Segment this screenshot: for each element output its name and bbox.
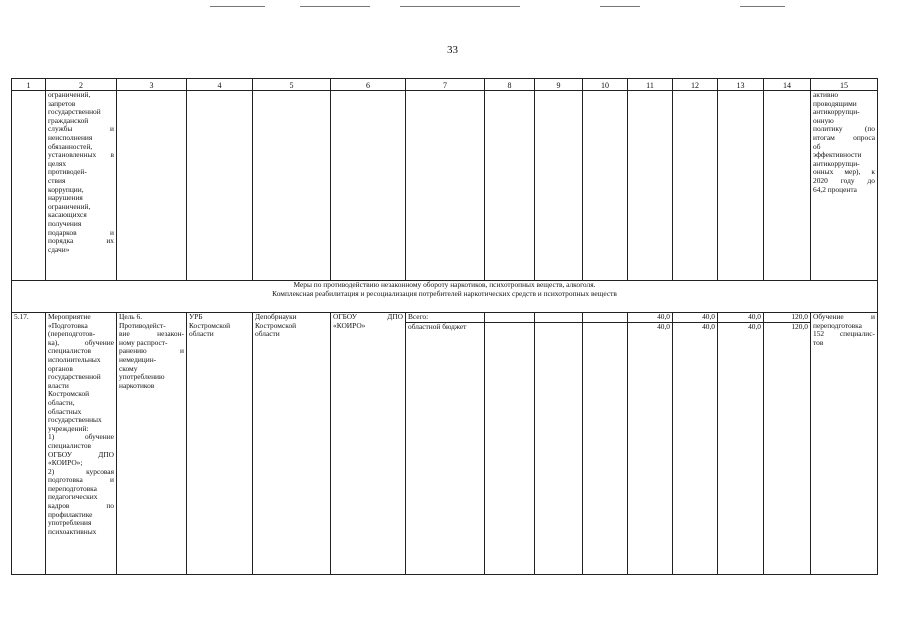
col-header: 11 — [628, 79, 673, 91]
cell — [117, 91, 187, 281]
text-line: нарушения — [48, 193, 83, 203]
text-line: итогам опроса — [813, 132, 875, 142]
section-row — [12, 281, 878, 313]
text-line: онную — [813, 115, 834, 125]
text-line: государственной — [48, 372, 101, 382]
text-line: кадров по — [48, 501, 114, 511]
col-header: 1 — [12, 79, 46, 91]
scan-mark — [300, 6, 370, 7]
text-line: учреждений: — [48, 423, 89, 433]
funding-total-label: Всего: — [406, 313, 485, 323]
cell — [583, 91, 628, 281]
text-line: «Подготовка — [48, 320, 88, 330]
event-description — [46, 313, 117, 575]
row-number: 5.17. — [12, 313, 46, 575]
text-line: области, — [48, 397, 75, 407]
text-line: Костромской — [48, 389, 90, 399]
col-header: 14 — [764, 79, 811, 91]
text-line: ствия — [48, 175, 66, 185]
row-5-17-total — [12, 313, 878, 323]
text-line: Костромской — [255, 320, 297, 330]
text-line: 2020 году до — [813, 175, 875, 185]
col-header: 10 — [583, 79, 628, 91]
text-line: УРБ — [189, 312, 203, 321]
section-title — [12, 281, 878, 313]
text-line: тов — [813, 337, 824, 347]
scan-mark — [400, 6, 520, 7]
text-line: коррупции, — [48, 184, 84, 194]
text-line: получения — [48, 218, 82, 228]
cell — [628, 91, 673, 281]
text-line: онных мер), к — [813, 167, 875, 177]
text-line: Костромской — [189, 320, 231, 330]
text-line: сдачи» — [48, 244, 70, 254]
program-table — [11, 78, 878, 575]
text-line: политику (по — [813, 124, 875, 134]
text-line: государственной — [48, 107, 101, 117]
col-header: 6 — [331, 79, 406, 91]
text-line: 64,2 процента — [813, 184, 857, 194]
cell — [12, 91, 46, 281]
budget-value: 40,0 — [628, 322, 673, 574]
text-line: скому — [119, 363, 138, 373]
text-line: ограничений, — [48, 201, 91, 211]
text-line: порядка их — [48, 236, 114, 246]
text-line: антикоррупци- — [813, 107, 860, 117]
text-line: психоактивных — [48, 526, 97, 536]
responsible-cell — [253, 313, 331, 575]
budget-value: 40,0 — [673, 322, 718, 574]
text-line: неисполнения — [48, 132, 93, 142]
cell — [583, 322, 628, 574]
text-line: наркотиков — [119, 380, 155, 390]
col-header: 4 — [187, 79, 253, 91]
text-line: «КОИРО» — [333, 320, 366, 330]
total-value: 120,0 — [764, 313, 811, 323]
cell — [485, 322, 535, 574]
text-line: переподготовка — [48, 483, 97, 493]
text-line: установленных в — [48, 150, 114, 160]
text-line: профилактике — [48, 509, 93, 519]
funding-source: областной бюджет — [406, 322, 485, 574]
page-number: 33 — [447, 44, 458, 56]
text-line: употребления — [48, 518, 92, 528]
text-line: Депобрнауки — [255, 312, 297, 321]
text-line: органов — [48, 363, 73, 373]
expected-result — [811, 91, 878, 281]
text-line: областных — [48, 406, 82, 416]
text-line: «КОИРО»; — [48, 458, 83, 468]
event-description — [46, 91, 117, 281]
coordinator-cell — [187, 313, 253, 575]
header-row — [12, 79, 878, 91]
cell — [485, 91, 535, 281]
text-line: ка), обучение — [48, 337, 114, 347]
text-line: ОГБОУ ДПО — [48, 449, 114, 459]
text-line: об — [813, 141, 821, 151]
cell — [406, 91, 485, 281]
text-line: гражданской — [48, 115, 89, 125]
total-value: 40,0 — [628, 313, 673, 323]
col-header: 2 — [46, 79, 117, 91]
section-line: Меры по противодействию незаконному обороту наркотиков, психотропных веществ, алкоголя. — [293, 280, 596, 289]
text-line: ранению и — [119, 346, 184, 356]
cell — [535, 322, 583, 574]
text-line: государственных — [48, 415, 102, 425]
cell — [535, 91, 583, 281]
cell — [718, 91, 764, 281]
text-line: немедицин- — [119, 354, 157, 364]
text-line: ограничений, — [48, 90, 91, 99]
cell — [535, 313, 583, 323]
text-line: (переподготов- — [48, 329, 96, 339]
text-line: целях — [48, 158, 67, 168]
text-line: вие незакон- — [119, 329, 184, 339]
expected-result — [811, 313, 878, 575]
text-line: 1) обучение — [48, 432, 114, 442]
total-value: 40,0 — [718, 313, 764, 323]
cell — [485, 313, 535, 323]
scan-mark — [600, 6, 640, 7]
text-line: 152 специалис- — [813, 329, 875, 339]
text-line: обязанностей, — [48, 141, 93, 151]
text-line: ному распрост- — [119, 337, 168, 347]
text-line: переподготовка — [813, 320, 862, 330]
cell — [187, 91, 253, 281]
text-line: области — [255, 329, 280, 339]
text-line: исполнительных — [48, 354, 101, 364]
goal-cell — [117, 313, 187, 575]
col-header: 5 — [253, 79, 331, 91]
text-line: 2) курсовая — [48, 466, 114, 476]
text-line: Мероприятие — [48, 312, 91, 321]
text-line: подготовка и — [48, 475, 114, 485]
continued-row — [12, 91, 878, 281]
executor-cell — [331, 313, 406, 575]
text-line: власти — [48, 380, 69, 390]
text-line: службы и — [48, 124, 114, 134]
scan-mark — [210, 6, 265, 7]
cell — [673, 91, 718, 281]
budget-value: 40,0 — [718, 322, 764, 574]
text-line: специалистов — [48, 440, 92, 450]
col-header: 15 — [811, 79, 878, 91]
text-line: подарков и — [48, 227, 114, 237]
cell — [583, 313, 628, 323]
text-line: области — [189, 329, 214, 339]
text-line: Цель 6. — [119, 312, 143, 321]
col-header: 9 — [535, 79, 583, 91]
cell — [331, 91, 406, 281]
budget-value: 120,0 — [764, 322, 811, 574]
col-header: 3 — [117, 79, 187, 91]
cell — [764, 91, 811, 281]
total-value: 40,0 — [673, 313, 718, 323]
col-header: 8 — [485, 79, 535, 91]
cell — [253, 91, 331, 281]
text-line: противодей- — [48, 167, 87, 177]
text-line: специалистов — [48, 346, 92, 356]
text-line: проводящими — [813, 98, 857, 108]
col-header: 13 — [718, 79, 764, 91]
scan-mark — [740, 6, 785, 7]
text-line: Противодейст- — [119, 320, 166, 330]
section-line: Комплексная реабилитация и ресоциализация потребителей наркотических средств и психотропных веществ — [272, 288, 617, 298]
col-header: 12 — [673, 79, 718, 91]
col-header: 7 — [406, 79, 485, 91]
text-line: Обучение и — [813, 312, 875, 321]
text-line: ОГБОУ ДПО — [333, 312, 403, 321]
text-line: педагогических — [48, 492, 98, 502]
text-line: запретов — [48, 98, 76, 108]
text-line: касающихся — [48, 210, 87, 220]
text-line: активно — [813, 90, 839, 99]
text-line: употреблению — [119, 372, 165, 382]
text-line: антикоррупци- — [813, 158, 860, 168]
text-line: эффективности — [813, 150, 862, 160]
